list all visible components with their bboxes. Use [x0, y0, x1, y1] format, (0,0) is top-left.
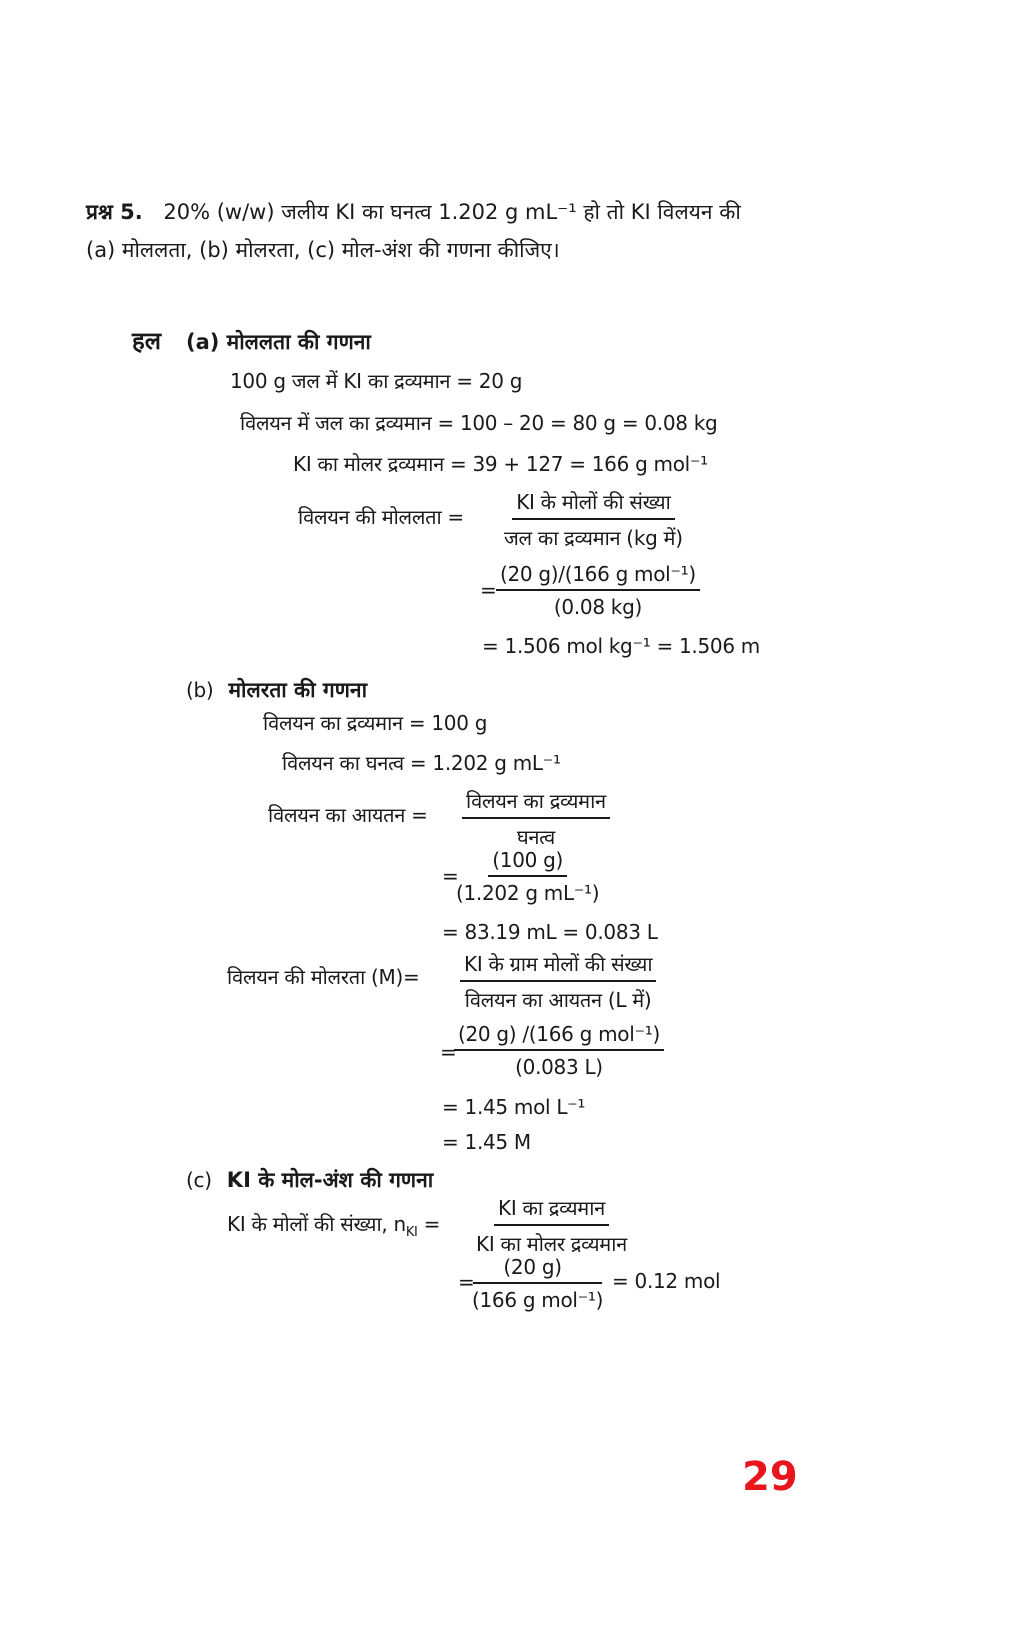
fraction-numerator: (100 g) — [488, 848, 567, 877]
part-b-molarity-value-fraction — [454, 1022, 664, 1079]
part-a-result: = 1.506 mol kg⁻¹ = 1.506 m — [482, 634, 760, 658]
question-text-2: (a) मोललता, (b) मोलरता, (c) मोल-अंश की गणना कीजिए। — [86, 238, 560, 262]
fraction-numerator: (20 g) — [473, 1255, 601, 1284]
part-a-eq-sign: = — [480, 578, 497, 602]
moles-eq-sign: = — [423, 1212, 441, 1236]
fraction-numerator: (20 g)/(166 g mol⁻¹) — [496, 562, 700, 591]
fraction-numerator: विलयन का द्रव्यमान — [462, 787, 610, 819]
fraction-denominator: (166 g mol⁻¹) — [472, 1288, 604, 1312]
question-line-2 — [86, 236, 560, 264]
part-b-volume-result: = 83.19 mL = 0.083 L — [442, 920, 658, 944]
part-a-molality-fraction — [504, 488, 683, 551]
fraction-denominator: (0.08 kg) — [553, 595, 642, 619]
part-c-moles-result: = 0.12 mol — [612, 1269, 721, 1293]
question-label: प्रश्न 5. — [86, 200, 143, 224]
part-a-molality-label: विलयन की मोललता = — [298, 505, 464, 529]
fraction-denominator: KI का मोलर द्रव्यमान — [476, 1232, 627, 1256]
part-a-line-1: 100 g जल में KI का द्रव्यमान = 20 g — [230, 369, 523, 393]
fraction-denominator: जल का द्रव्यमान (kg में) — [504, 526, 683, 550]
part-b-line-1: विलयन का द्रव्यमान = 100 g — [263, 711, 488, 735]
part-a-heading: (a) मोललता की गणना — [186, 330, 371, 354]
part-c-moles-value-fraction — [472, 1255, 603, 1312]
part-c-heading — [186, 1166, 433, 1194]
part-a-line-3: KI का मोलर द्रव्यमान = 39 + 127 = 166 g mol⁻¹ — [293, 452, 708, 476]
part-b-volume-fraction — [462, 787, 610, 850]
question-line-1 — [86, 198, 741, 226]
moles-label-text: KI के मोलों की संख्या, n — [227, 1212, 406, 1236]
part-c-tag: (c) — [186, 1168, 212, 1192]
question-text-1: 20% (w/w) जलीय KI का घनत्व 1.202 g mL⁻¹ हो तो KI विलयन की — [163, 200, 741, 224]
solution-label: हल — [132, 327, 162, 355]
part-c-moles-fraction — [476, 1194, 627, 1257]
part-b-volume-value-fraction — [456, 848, 599, 905]
part-b-line-2: विलयन का घनत्व = 1.202 g mL⁻¹ — [282, 751, 561, 775]
fraction-denominator: (0.083 L) — [515, 1055, 603, 1079]
fraction-numerator: KI का द्रव्यमान — [494, 1194, 609, 1226]
part-b-eq-sign-1: = — [442, 864, 459, 888]
part-b-result-2: = 1.45 M — [442, 1130, 531, 1154]
moles-label-subscript: KI — [405, 1225, 418, 1240]
part-a-line-2: विलयन में जल का द्रव्यमान = 100 – 20 = 80 g = 0.08 kg — [240, 411, 718, 435]
fraction-numerator: KI के ग्राम मोलों की संख्या — [460, 950, 656, 982]
part-b-molarity-label: विलयन की मोलरता (M)= — [227, 965, 420, 989]
part-b-title: मोलरता की गणना — [228, 678, 368, 702]
fraction-denominator: (1.202 g mL⁻¹) — [456, 881, 600, 905]
part-a-value-fraction — [496, 562, 700, 619]
part-b-molarity-fraction — [460, 950, 656, 1013]
fraction-numerator: KI के मोलों की संख्या — [512, 488, 674, 520]
part-b-volume-label: विलयन का आयतन = — [268, 803, 428, 827]
part-b-result-1: = 1.45 mol L⁻¹ — [442, 1095, 586, 1119]
fraction-denominator: घनत्व — [516, 825, 555, 849]
fraction-numerator: (20 g) /(166 g mol⁻¹) — [454, 1022, 664, 1051]
part-c-eq-sign-2: = — [458, 1270, 475, 1294]
part-c-title: KI के मोल-अंश की गणना — [226, 1168, 434, 1192]
part-b-eq-sign-2: = — [440, 1040, 457, 1064]
part-b-heading — [186, 676, 367, 704]
page-number: 29 — [742, 1454, 798, 1500]
part-b-tag: (b) — [186, 678, 214, 702]
part-c-moles-label — [227, 1210, 440, 1240]
fraction-denominator: विलयन का आयतन (L में) — [464, 988, 652, 1012]
